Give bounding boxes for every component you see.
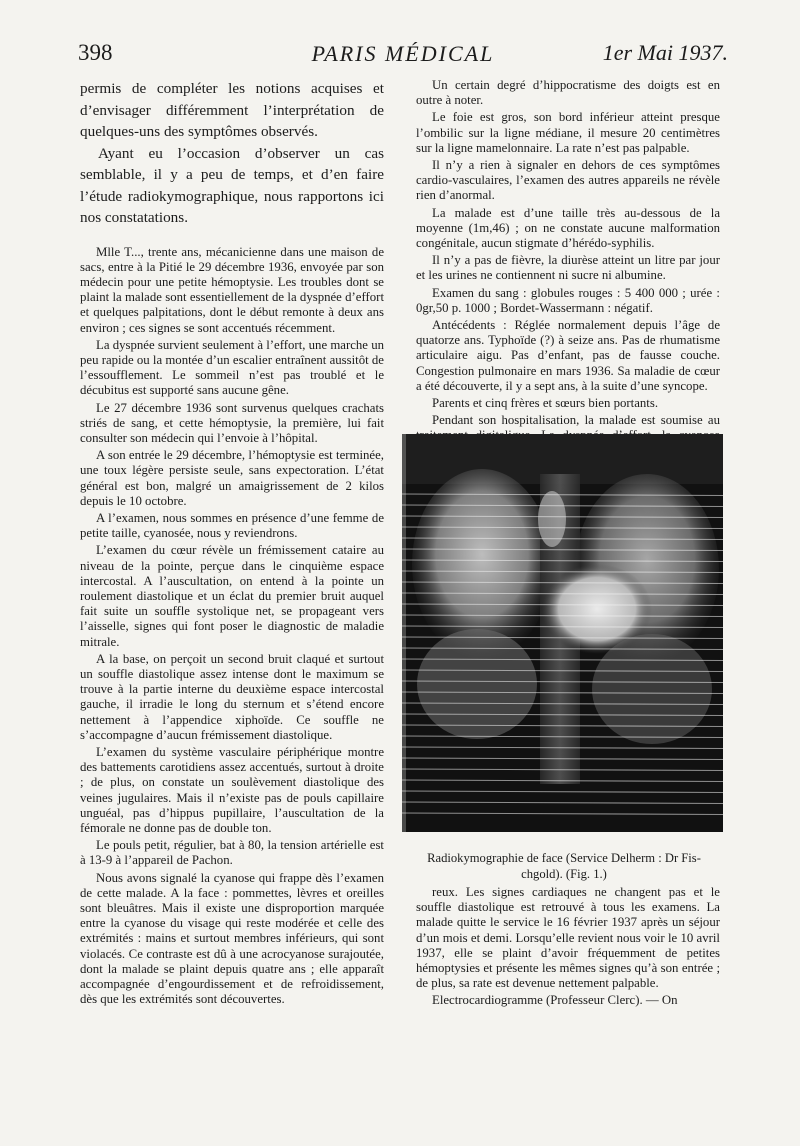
left-column — [80, 78, 384, 1007]
radiokymograph-image — [402, 434, 723, 832]
body-paragraph: Il n’y a rien à signaler en dehors de ces symptômes cardio-vasculaires, l’examen des autres appareils ne révèle rien d’anormal. — [416, 158, 720, 203]
issue-date: 1er Mai 1937. — [602, 40, 728, 65]
body-paragraph: Le 27 décembre 1936 sont survenus quelques crachats striés de sang, et cette hémoptysie, la première, lui fait consulter son médecin qui l’envoie à l’hôpital. — [80, 400, 384, 445]
intro-paragraph: Ayant eu l’occasion d’observer un cas semblable, il y a peu de temps, et d’en faire l’étude radiokymographique, nous rapportons ici nos constatations. — [80, 144, 384, 226]
page-number: 398 — [78, 40, 113, 65]
body-paragraph: reux. Les signes cardiaques ne changent pas et le souffle diastolique est retrouvé à tous les examens. La malade quitte le service le 16 février 1937 après un séjour d’un mois et demi. Lorsqu’elle revient nous voir le 10 avril 1937, elle se plaint d’avoir fréquemment de petites hémoptysies et présente les mêmes signes qu’à son entrée ; de plus, sa rate est devenue nettement palpable. — [416, 885, 720, 991]
body-paragraph: Le pouls petit, régulier, bat à 80, la tension artérielle est à 13-9 à l’appareil de Pachon. — [80, 838, 384, 868]
body-paragraph: Electrocardiogramme (Professeur Clerc). — On — [432, 993, 678, 1008]
journal-title: PARIS MÉDICAL — [311, 41, 495, 66]
body-paragraph: A la base, on perçoit un second bruit claqué et surtout un souffle diastolique assez intense dont le maximum se trouve à la partie interne du deuxième espace intercostal gauche, il irradie le long du sternum et s’étend encore nettement à l’appendice xiphoïde. Ce souffle ne s’accompagne d’aucun frémissement diastolique. — [80, 651, 384, 742]
body-paragraph: Antécédents : Réglée normalement depuis l’âge de quatorze ans. Typhoïde (?) à seize ans. Pas de rhumatisme articulaire aigu. Pas d’enfant, pas de fausse couche. Congestion pulmonaire en mars 1936. Sa maladie de cœur a été découverte, il y a sept ans, à la suite d’une syncope. — [416, 318, 720, 393]
caption-line: Radiokymographie de face (Service Delherm : Dr Fis- — [427, 851, 701, 865]
right-column-bottom — [416, 885, 720, 1009]
body-paragraph: Examen du sang : globules rouges : 5 400 000 ; urée : 0gr,50 p. 1000 ; Bordet-Wassermann : négatif. — [416, 285, 720, 315]
body-paragraph: L’examen du cœur révèle un frémissement cataire au niveau de la pointe, perçue dans le cinquième espace intercostal. A l’auscultation, on entend à la pointe un roulement diastolique et un éclat du premier bruit auquel fait suite un souffle systolique net, se propageant vers l’aisselle, signes qui font poser le diagnostic de maladie mitrale. — [80, 543, 384, 649]
body-paragraph: Le foie est gros, son bord inférieur atteint presque l’ombilic sur la ligne médiane, il mesure 20 centimètres sur la ligne mamelonnaire. La rate n’est pas palpable. — [416, 110, 720, 155]
body-paragraph: Il n’y a pas de fièvre, la diurèse atteint un litre par jour et les urines ne contiennent ni sucre ni albumine. — [416, 253, 720, 283]
radiokymograph-figure — [402, 434, 723, 832]
body-paragraph: Pendant son hospitalisation, la malade est soumise au — [432, 413, 720, 428]
body-paragraph: Parents et cinq frères et sœurs bien portants. — [432, 396, 659, 411]
figure-caption — [404, 850, 724, 882]
case-report-text — [80, 245, 384, 1008]
body-paragraph: La malade est d’une taille très au-dessous de la moyenne (1m,46) ; on ne constate aucune malformation congénitale, aucun stigmate d’hérédo-syphilis. — [416, 205, 720, 251]
body-paragraph: La dyspnée survient seulement à l’effort, une marche un peu rapide ou la montée d’un escalier entraînent aussitôt de l’essoufflement. Le sommeil n’est pas troublé et le décubitus est supporté sans aucune gêne. — [80, 337, 384, 398]
body-paragraph: A l’examen, nous sommes en présence d’une femme de petite taille, cyanosée, nous y reviendrons. — [80, 510, 384, 541]
body-paragraph: A son entrée le 29 décembre, l’hémoptysie est terminée, une toux légère persiste seule, sans expectoration. L’état général est bon, malgré un amaigrissement de 2 kilos depuis le 10 octobre. — [80, 448, 384, 508]
intro-paragraph: permis de compléter les notions acquises et d’envisager différemment l’interprétation de quelques-uns des symptômes observés. — [80, 80, 384, 140]
right-column-top — [416, 78, 720, 459]
body-paragraph: L’examen du système vasculaire périphérique montre des battements carotidiens assez accentués, surtout à droite ; de plus, on constate un soulèvement diastolique des veines jugulaires. Mais il n’existe pas de pouls capillaire unguéal, pas d’hippus pupillaire, l’auscultation de la fémorale ne donne pas de double ton. — [80, 745, 384, 836]
page-header — [78, 40, 728, 74]
body-paragraph: Nous avons signalé la cyanose qui frappe dès l’examen de cette malade. A la face : pommettes, lèvres et oreilles sont bleuâtres. Mais il existe une disproportion marquée entre la cyanose du visage qui reste modérée et celle des extrémités : mains et surtout membres inférieurs, qui sont violacés. Ce contraste est dû à une acrocyanose surajoutée, dont la malade se plaint depuis quatre ans ; elle apparaît accompagnée d’engourdissement et de refroidissement, dès que les extrémités sont découvertes. — [80, 870, 384, 1007]
caption-line: chgold). (Fig. 1.) — [521, 867, 607, 881]
intro-block — [80, 78, 384, 229]
body-paragraph: Un certain degré d’hippocratisme des doigts est en outre à noter. — [416, 78, 720, 108]
body-paragraph: Mlle T..., trente ans, mécanicienne dans une maison de sacs, entre à la Pitié le 29 décembre 1936, envoyée par son médecin pour une petite hémoptysie. Les troubles dont se plaint la malade sont essentiellement de la dyspnée d’effort et quelques palpitations, dont le début remonte à deux ans environ ; ces signes se sont accentués récemment. — [80, 244, 384, 335]
